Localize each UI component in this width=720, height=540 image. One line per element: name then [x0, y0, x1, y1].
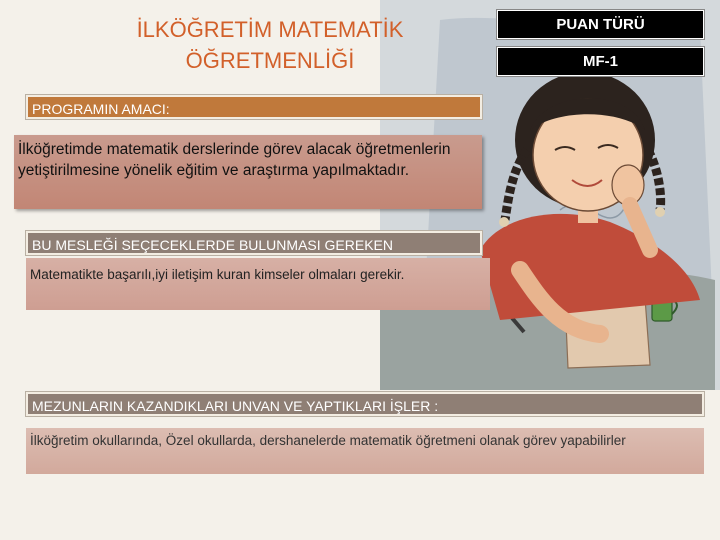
mezunlar-heading: MEZUNLARIN KAZANDIKLARI UNVAN VE YAPTIKLARI İŞLER : — [26, 392, 704, 416]
puan-turu-label: PUAN TÜRÜ — [497, 10, 704, 39]
puan-turu-value: MF-1 — [497, 47, 704, 76]
title-line-2: ÖĞRETMENLİĞİ — [185, 48, 355, 73]
title-line-1: İLKÖĞRETİM MATEMATİK — [136, 17, 404, 42]
page-title — [100, 14, 440, 76]
program-amaci-text: İlköğretimde matematik derslerinde görev alacak öğretmenlerin yetiştirilmesine yönelik eğitim ve araştırma yapılmaktadır. — [14, 135, 482, 209]
mezunlar-text: İlköğretim okullarında, Özel okullarda, dershanelerde matematik öğretmeni olanak görev yapabilirler — [26, 428, 704, 474]
program-amaci-heading: PROGRAMIN AMACI: — [26, 95, 482, 119]
ozellikler-heading: BU MESLEĞİ SEÇECEKLERDE BULUNMASI GEREKEN — [26, 231, 482, 255]
ozellikler-text: Matematikte başarılı,iyi iletişim kuran kimseler olmaları gerekir. — [26, 258, 490, 310]
